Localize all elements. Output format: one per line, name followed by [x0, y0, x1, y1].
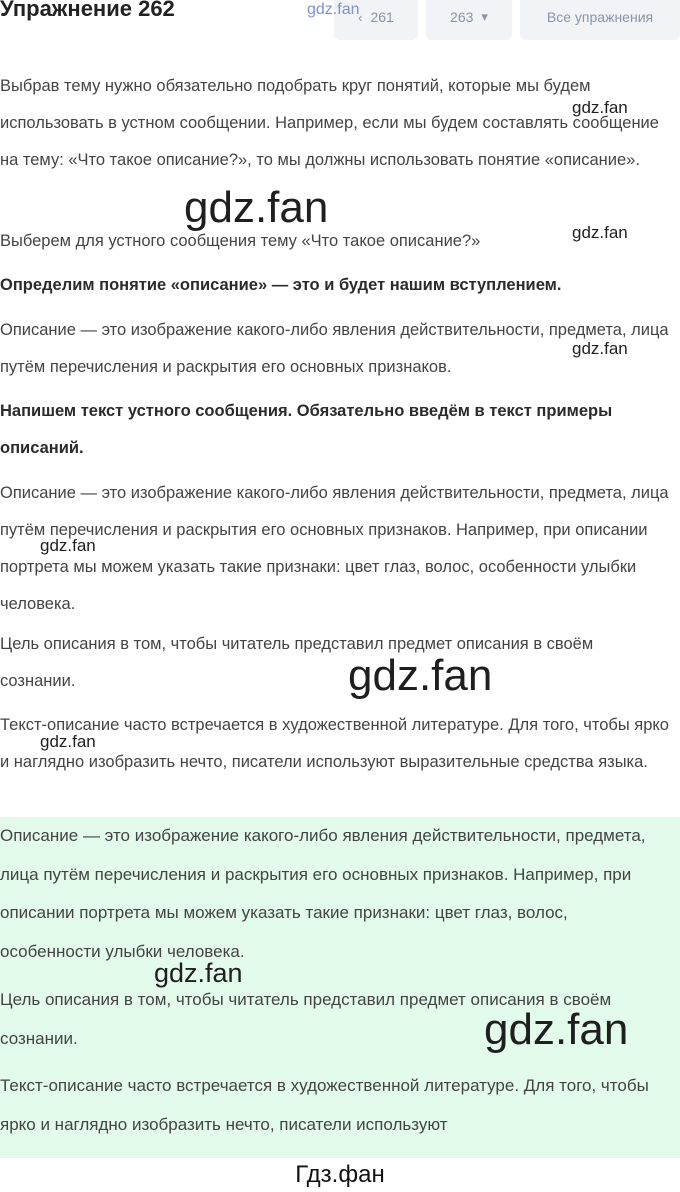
- prev-exercise-label: 261: [370, 9, 394, 25]
- watermark: gdz.fan: [184, 183, 329, 232]
- page-title: Упражнение 262: [0, 0, 175, 21]
- watermark: gdz.fan: [40, 732, 96, 751]
- next-exercise-label: 263: [450, 9, 474, 25]
- watermark: gdz.fan: [348, 651, 493, 700]
- site-footer: [0, 1158, 680, 1192]
- all-exercises-button[interactable]: [520, 0, 680, 40]
- watermark: gdz.fan: [484, 1005, 629, 1054]
- answer-paragraph-2: Цель описания в том, чтобы читатель представил предмет описания в своём сознании.: [0, 990, 612, 1048]
- paragraph-example-1: Описание — это изображение какого-либо явления действительности, предмета, лица путём перечисления и раскрытия его основных признаков. Например, при описании портрета мы можем указать такие признаки: цвет глаз, волос, особенности улыбки человека.: [0, 484, 669, 613]
- paragraph-topic: Выберем для устного сообщения тему «Что такое описание?»: [0, 232, 481, 250]
- paragraph-define-heading: Определим понятие «описание» — это и будет нашим вступлением.: [0, 276, 562, 294]
- paragraph-definition: Описание — это изображение какого-либо явления действительности, предмета, лица путём перечисления и раскрытия его основных признаков.: [0, 321, 669, 376]
- answer-paragraph-1: Описание — это изображение какого-либо явления действительности, предмета, лица путём перечисления и раскрытия его основных признаков. Например, при описании портрета мы можем указать такие признаки: цвет глаз, волос, особенности улыбки человека.: [0, 826, 646, 961]
- paragraph-example-2: Цель описания в том, чтобы читатель представил предмет описания в своём сознании.: [0, 635, 594, 690]
- next-exercise-button[interactable]: [426, 0, 512, 40]
- answer-paragraph-3: Текст-описание часто встречается в художественной литературе. Для того, чтобы ярко и наглядно изобразить нечто, писатели используют: [0, 1076, 649, 1134]
- paragraph-example-3: Текст-описание часто встречается в художественной литературе. Для того, чтобы ярко и наглядно изобразить нечто, писатели используют выразительные средства языка.: [0, 716, 669, 771]
- watermark: gdz.fan: [307, 1, 360, 18]
- watermark: gdz.fan: [572, 223, 628, 242]
- answer-block: [0, 817, 680, 1158]
- paragraph-intro: Выбрав тему нужно обязательно подобрать круг понятий, которые мы будем использовать в устном сообщении. Например, если мы будем составлять сообщение на тему: «Что такое описание?», то мы должны использовать понятие «описание».: [0, 77, 659, 169]
- chevron-left-icon: ‹: [358, 9, 363, 25]
- watermark: gdz.fan: [40, 536, 96, 555]
- chevron-down-icon: ▾: [481, 9, 488, 24]
- watermark: gdz.fan: [572, 98, 628, 117]
- footer-brand: Гдз.фан: [295, 1161, 385, 1188]
- all-exercises-label: Все упражнения: [546, 9, 654, 25]
- paragraph-write-heading: Напишем текст устного сообщения. Обязательно введём в текст примеры описаний.: [0, 402, 613, 457]
- watermark: gdz.fan: [572, 339, 628, 358]
- watermark: gdz.fan: [154, 958, 243, 988]
